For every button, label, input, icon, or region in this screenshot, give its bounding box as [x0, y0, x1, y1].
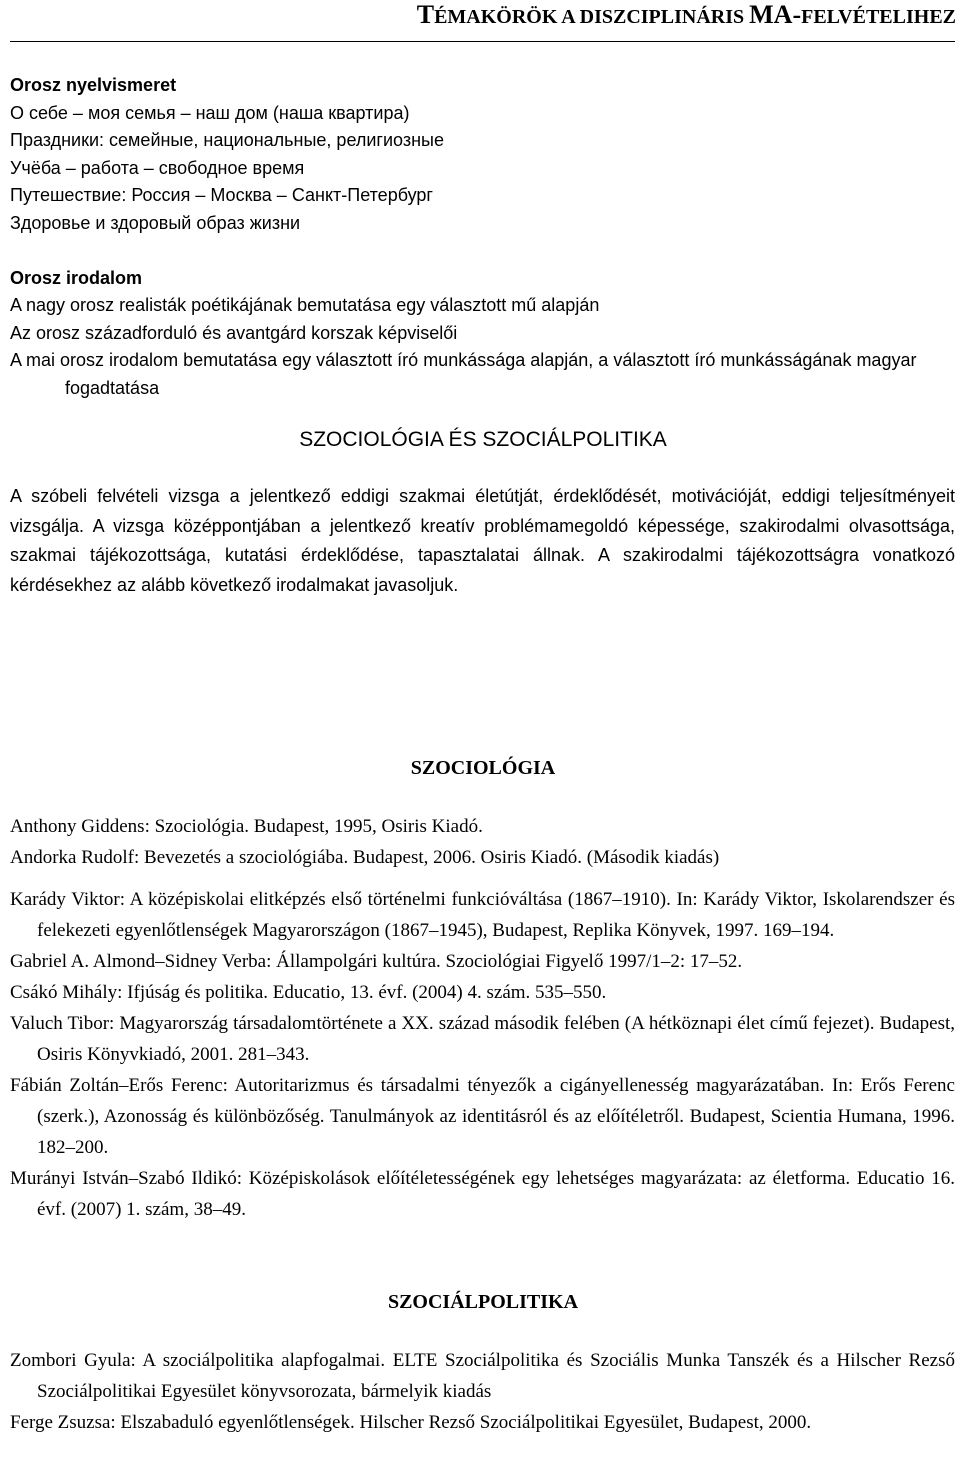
russian-literature-line: A nagy orosz realisták poétikájának bemutatása egy választott mű alapján: [10, 295, 600, 316]
reference-item: Anthony Giddens: Szociológia. Budapest, 1995, Osiris Kiadó.: [10, 816, 483, 837]
reference-item: Karády Viktor: A középiskolai elitképzés első történelmi funkcióváltása (1867–1910). In: Karády Viktor, Iskolarendszer és felekezeti egyenlőtlenségek Magyarországon (1867–1945), Budapest, Replika Könyvek, 1997. 169–194.: [10, 889, 955, 941]
header-title-part-1: T: [416, 0, 435, 29]
reference-item: Valuch Tibor: Magyarország társadalomtörténete a XX. század második felében (A hétköznapi élet című fejezet). Budapest, Osiris Könyvkiadó, 2001. 281–343.: [10, 1013, 955, 1065]
page-header-title: [0, 0, 956, 30]
russian-language-line: Здоровье и здоровый образ жизни: [10, 212, 301, 233]
header-rule: [10, 41, 955, 42]
russian-language-line: Праздники: семейные, национальные, религиозные: [10, 130, 444, 151]
russian-literature-line: Az orosz századforduló és avantgárd korszak képviselői: [10, 322, 458, 343]
reference-item: Fábián Zoltán–Erős Ferenc: Autoritarizmus és társadalmi tényezők a cigányellenesség magyarázatában. In: Erős Ferenc (szerk.), Azonosság és különbözőség. Tanulmányok az identitásról és az előítéletről. Budapest, Scientia Humana, 1996. 182–200.: [10, 1075, 955, 1158]
reference-item: Csákó Mihály: Ifjúság és politika. Educatio, 13. évf. (2004) 4. szám. 535–550.: [10, 982, 607, 1003]
russian-literature-line: A mai orosz irodalom bemutatása egy választott író munkássága alapján, a választott író munkásságának magyar fogadtatása: [10, 350, 917, 398]
russian-literature-heading: Orosz irodalom: [10, 267, 143, 288]
spacer: [10, 238, 950, 265]
header-title-part-4: FELVÉTELIHEZ: [801, 6, 956, 28]
social-policy-refs: [10, 1345, 955, 1438]
russian-language-line: О себе – моя семья – наш дом (наша квартира): [10, 102, 410, 123]
russian-language-line: Путешествие: Россия – Москва – Санкт-Петербург: [10, 185, 433, 206]
reference-item: Zombori Gyula: A szociálpolitika alapfogalmai. ELTE Szociálpolitika és Szociális Munka Tanszék és a Hilscher Rezső Szociálpolitikai Egyesület könyvsorozata, bármelyik kiadás: [10, 1350, 955, 1402]
header-title-part-2: ÉMAKÖRÖK A DISZCIPLINÁRIS: [434, 6, 750, 28]
sociology-social-policy-heading: SZOCIOLÓGIA ÉS SZOCIÁLPOLITIKA: [299, 428, 667, 451]
sociology-references: [10, 811, 955, 1225]
sociology-intro-paragraph: A szóbeli felvételi vizsga a jelentkező eddigi szakmai életútját, érdeklődését, motivációját, eddigi teljesítményeit vizsgálja. A vizsga középpontjában a jelentkező kreatív problémamegoldó képessége, szakirodalmi olvasottsága, szakmai tájékozottsága, kutatási érdeklődése, tapasztalatai állnak. A szakirodalmi tájékozottságra vonatkozó kérdésekhez az alább következő irodalmakat javasoljuk.: [10, 486, 955, 595]
reference-item: Murányi István–Szabó Ildikó: Középiskolások előítéletességének egy lehetséges magyarázata: az életforma. Educatio 16. évf. (2007) 1. szám, 38–49.: [10, 1168, 955, 1220]
reference-item: Andorka Rudolf: Bevezetés a szociológiába. Budapest, 2006. Osiris Kiadó. (Második kiadás): [10, 847, 720, 868]
social-policy-title: SZOCIÁLPOLITIKA: [387, 1291, 579, 1313]
russian-block: [10, 72, 950, 403]
russian-language-line: Учёба – работа – свободное время: [10, 157, 305, 178]
sociology-title: SZOCIOLÓGIA: [410, 757, 556, 779]
russian-language-heading: Orosz nyelvismeret: [10, 75, 177, 95]
reference-item: Gabriel A. Almond–Sidney Verba: Állampolgári kultúra. Szociológiai Figyelő 1997/1–2: 17–52.: [10, 951, 743, 972]
reference-item: Ferge Zsuzsa: Elszabaduló egyenlőtlenségek. Hilscher Rezső Szociálpolitikai Egyesület, Budapest, 2000.: [10, 1412, 812, 1433]
header-title-part-3: MA-: [749, 0, 802, 29]
